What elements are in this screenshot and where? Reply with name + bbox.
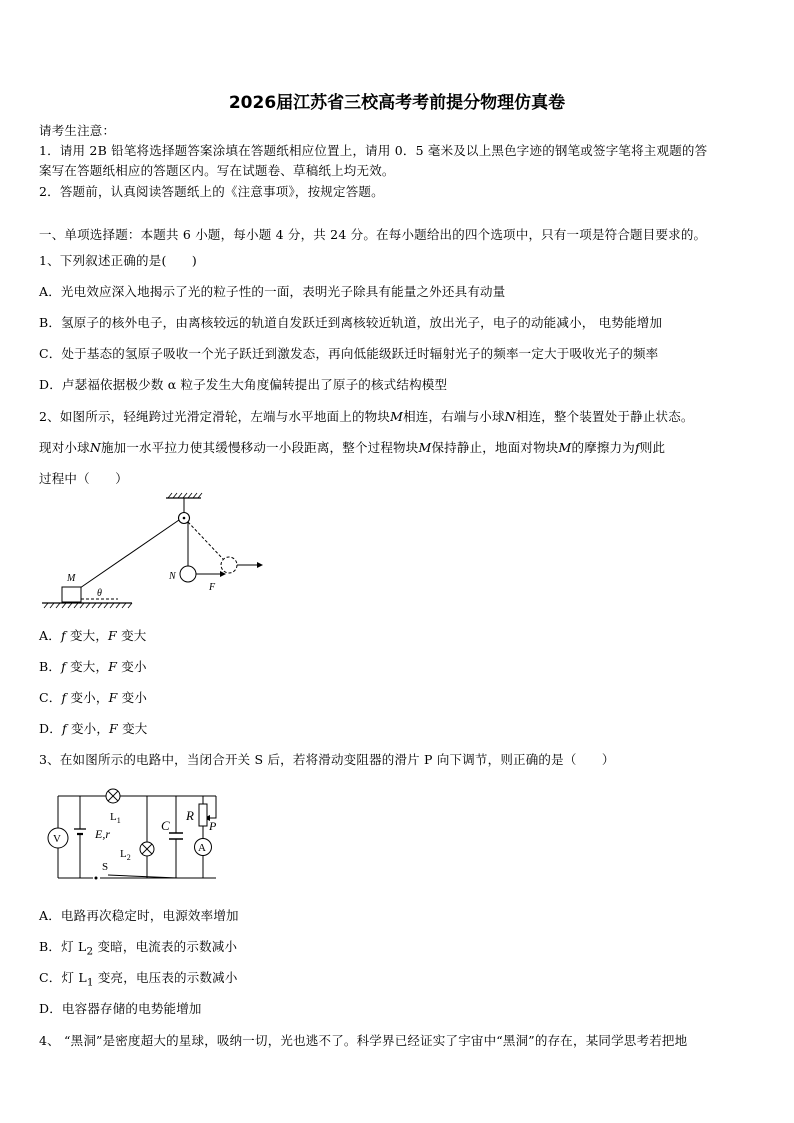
label-f: F bbox=[209, 582, 216, 593]
q2-stem-line-2: 现对小球N施加一水平拉力使其缓慢移动一小段距离，整个过程物块M保持静止，地面对物块M的摩擦力为f则此 bbox=[39, 440, 666, 455]
emf-label: E,r bbox=[95, 827, 110, 841]
ammeter-label: A bbox=[198, 842, 206, 854]
q1-option-a: A．光电效应深入地揭示了光的粒子性的一面，表明光子除具有能量之外还具有动量 bbox=[39, 284, 506, 299]
label-m: M bbox=[67, 573, 76, 584]
q2-option-d: D．f 变小，F 变大 bbox=[39, 721, 148, 736]
notice-line-1: 1．请用 2B 铅笔将选择题答案涂填在答题纸相应位置上，请用 0．5 毫米及以上黑色字迹的钢笔或签字笔将主观题的答 bbox=[39, 143, 708, 158]
label-n: N bbox=[169, 571, 176, 582]
lamp2-label: $L_2$ bbox=[120, 848, 131, 862]
q2-option-a: A．f 变大，F 变大 bbox=[39, 628, 147, 643]
q3-option-c: C．灯 $L_1$ 变亮，电压表的示数减小 bbox=[39, 970, 238, 989]
pulley-diagram bbox=[38, 492, 268, 617]
q3-option-a: A．电路再次稳定时，电源效率增加 bbox=[39, 908, 239, 923]
q4-stem: 4、 “黑洞”是密度超大的星球，吸纳一切，光也逃不了。科学界已经证实了宇宙中“黑洞”的存在，某同学思考若把地 bbox=[39, 1033, 688, 1048]
capacitor-label: C bbox=[161, 818, 170, 833]
ball-n bbox=[180, 566, 196, 582]
ball-n-displaced bbox=[221, 557, 237, 573]
q2-option-b: B．f 变大，F 变小 bbox=[39, 659, 147, 674]
exam-title: 2026届江苏省三校高考考前提分物理仿真卷 bbox=[228, 93, 566, 113]
q1-stem: 1、下列叙述正确的是( ) bbox=[39, 253, 198, 268]
lamp1-label: $L_1$ bbox=[110, 811, 121, 825]
notice-line-2: 案写在答题纸相应的答题区内。写在试题卷、草稿纸上均无效。 bbox=[39, 163, 395, 178]
voltmeter-label: V bbox=[53, 833, 61, 845]
q2-option-c: C．f 变小，F 变小 bbox=[39, 690, 148, 705]
label-theta: θ bbox=[97, 588, 102, 599]
q3-stem: 3、在如图所示的电路中，当闭合开关 S 后，若将滑动变阻器的滑片 P 向下调节，则正确的是（ ） bbox=[39, 752, 615, 767]
q1-option-d: D．卢瑟福依据极少数 α 粒子发生大角度偏转提出了原子的核式结构模型 bbox=[39, 377, 448, 392]
q1-option-c: C．处于基态的氢原子吸收一个光子跃迁到激发态，再向低能级跃迁时辐射光子的频率一定大于吸收光子的频率 bbox=[39, 346, 659, 361]
notice-heading: 请考生注意： bbox=[39, 123, 116, 138]
q1-option-b: B．氢原子的核外电子，由离核较远的轨道自发跃迁到离核较近轨道，放出光子，电子的动能减小， 电势能增加 bbox=[39, 315, 663, 330]
switch-label: S bbox=[102, 861, 109, 873]
circuit-diagram bbox=[38, 783, 228, 885]
q2-stem-line-3: 过程中（ ） bbox=[39, 471, 128, 486]
q3-option-d: D．电容器存储的电势能增加 bbox=[39, 1001, 202, 1016]
section-heading: 一、单项选择题：本题共 6 小题，每小题 4 分，共 24 分。在每小题给出的四个选项中，只有一项是符合题目要求的。 bbox=[39, 227, 707, 242]
block-m bbox=[62, 587, 81, 602]
q2-stem-line-1: 2、如图所示，轻绳跨过光滑定滑轮，左端与水平地面上的物块M相连，右端与小球N相连，整个装置处于静止状态。 bbox=[39, 409, 694, 424]
notice-line-3: 2．答题前，认真阅读答题纸上的《注意事项》，按规定答题。 bbox=[39, 184, 384, 199]
q3-option-b: B．灯 $L_2$ 变暗，电流表的示数减小 bbox=[39, 939, 238, 958]
rheostat-r bbox=[199, 804, 207, 826]
slider-label: P bbox=[209, 819, 217, 833]
resistor-label: R bbox=[186, 808, 194, 823]
